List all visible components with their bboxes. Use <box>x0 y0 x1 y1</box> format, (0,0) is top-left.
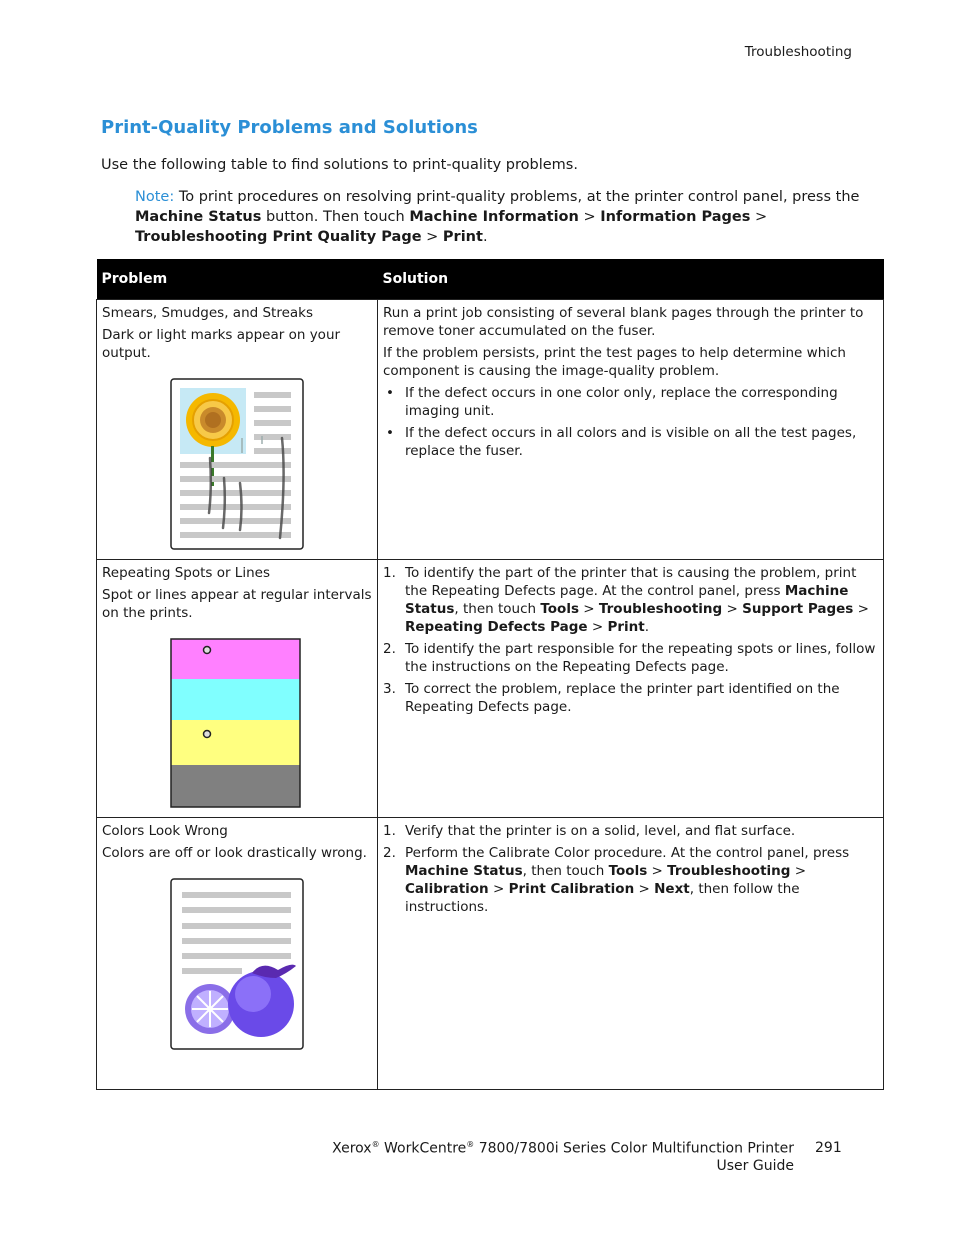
note-label: Note: <box>135 189 175 205</box>
note-bold: Print <box>442 229 483 245</box>
step-text: > <box>853 601 869 617</box>
list-item <box>383 640 878 676</box>
list-item <box>383 844 878 916</box>
step-text: , then touch <box>522 863 609 879</box>
note-text: > <box>421 229 443 245</box>
note <box>135 187 875 247</box>
step-bold: Machine Status <box>405 863 523 879</box>
step-bold: Machine Status <box>405 583 849 617</box>
problem-description: Colors are off or look drastically wrong. <box>102 845 367 861</box>
step-text: > <box>587 619 608 635</box>
problems-table <box>96 259 884 1090</box>
note-bold: Machine Information <box>409 209 579 225</box>
note-text: To print procedures on resolving print-quality problems, at the printer control panel, press the <box>174 189 860 205</box>
list-item: • If the defect occurs in one color only, replace the corresponding imaging unit. <box>405 384 878 420</box>
step-bold: Next <box>654 881 690 897</box>
step-text: > <box>647 863 668 879</box>
step-number: 2. <box>383 845 396 861</box>
table-row <box>97 560 884 818</box>
step-bold: Print Calibration <box>508 881 635 897</box>
repeating-spots-sample-image <box>170 638 372 813</box>
step-bold: Print <box>607 619 645 635</box>
problem-name: Smears, Smudges, and Streaks <box>102 305 314 321</box>
column-header-solution: Solution <box>378 259 884 300</box>
list-item <box>383 564 878 636</box>
list-item <box>383 680 878 716</box>
step-number: 2. <box>383 641 396 657</box>
step-bold: Troubleshooting <box>598 601 723 617</box>
solution-steps <box>383 822 878 916</box>
solution-cell <box>378 300 884 560</box>
list-item <box>383 822 878 840</box>
intro-text: Use the following table to find solutions to print-quality problems. <box>101 157 578 173</box>
footer-product <box>332 1140 794 1157</box>
step-text: > <box>488 881 509 897</box>
step-text: > <box>579 601 599 617</box>
registered-mark: ® <box>371 1140 380 1149</box>
step-bold: Calibration <box>405 881 489 897</box>
step-text: Perform the Calibrate Color procedure. At the control panel, press <box>405 845 850 861</box>
step-bold: Tools <box>608 863 648 879</box>
problem-cell <box>97 818 378 1090</box>
problem-description: Dark or light marks appear on your output. <box>102 327 341 361</box>
note-text: button. Then touch <box>261 209 410 225</box>
list-item: • If the defect occurs in all colors and is visible on all the test pages, replace the fuser. <box>405 424 878 460</box>
problem-cell <box>97 300 378 560</box>
note-bold: Machine Status <box>135 209 262 225</box>
step-number: 1. <box>383 823 396 839</box>
step-text: > <box>722 601 743 617</box>
wrong-colors-sample-image <box>170 878 372 1055</box>
solution-cell <box>378 818 884 1090</box>
note-text: > <box>578 209 601 225</box>
step-text: > <box>634 881 655 897</box>
table-row <box>97 818 884 1090</box>
note-text: . <box>482 229 488 245</box>
solution-bullet-list <box>383 384 878 460</box>
step-text: To identify the part responsible for the repeating spots or lines, follow the instructions on the Repeating Defects page. <box>405 641 876 675</box>
table-row <box>97 300 884 560</box>
step-text: Verify that the printer is on a solid, level, and flat surface. <box>405 823 796 839</box>
page-title: Print-Quality Problems and Solutions <box>101 117 478 138</box>
step-text: To identify the part of the printer that is causing the problem, print the Repeating Defects page. At the control panel, press <box>405 565 857 599</box>
solution-steps <box>383 564 878 716</box>
solution-cell <box>378 560 884 818</box>
step-text: > <box>790 863 807 879</box>
step-text: . <box>644 619 650 635</box>
problem-cell <box>97 560 378 818</box>
note-bold: Troubleshooting Print Quality Page <box>135 229 422 245</box>
footer-guide: User Guide <box>716 1158 794 1174</box>
table-header-row <box>97 259 884 300</box>
footer-brand: Xerox <box>332 1140 372 1157</box>
page-number: 291 <box>815 1140 842 1156</box>
step-number: 1. <box>383 565 396 581</box>
registered-mark: ® <box>466 1140 475 1149</box>
column-header-problem: Problem <box>97 259 378 300</box>
problem-name: Colors Look Wrong <box>102 823 228 839</box>
step-text: To correct the problem, replace the printer part identified on the Repeating Defects page. <box>405 681 840 715</box>
solution-paragraph: Run a print job consisting of several blank pages through the printer to remove toner accumulated on the fuser. <box>383 305 864 339</box>
problem-description: Spot or lines appear at regular intervals on the prints. <box>102 587 372 621</box>
footer-product-name: WorkCentre <box>379 1140 467 1157</box>
step-text: , then touch <box>454 601 541 617</box>
note-text: > <box>750 209 768 225</box>
solution-paragraph: If the problem persists, print the test pages to help determine which component is causing the image-quality problem. <box>383 345 846 379</box>
step-bold: Repeating Defects Page <box>405 619 588 635</box>
note-bold: Information Pages <box>600 209 751 225</box>
running-header: Troubleshooting <box>744 44 852 60</box>
step-bold: Troubleshooting <box>667 863 791 879</box>
step-bold: Tools <box>540 601 579 617</box>
step-number: 3. <box>383 681 396 697</box>
step-bold: Support Pages <box>742 601 854 617</box>
footer-model: 7800/7800i Series Color Multifunction Printer <box>474 1140 794 1157</box>
step-text: , then follow the instructions. <box>405 881 800 915</box>
problem-name: Repeating Spots or Lines <box>102 565 270 581</box>
smear-sample-image <box>170 378 372 555</box>
